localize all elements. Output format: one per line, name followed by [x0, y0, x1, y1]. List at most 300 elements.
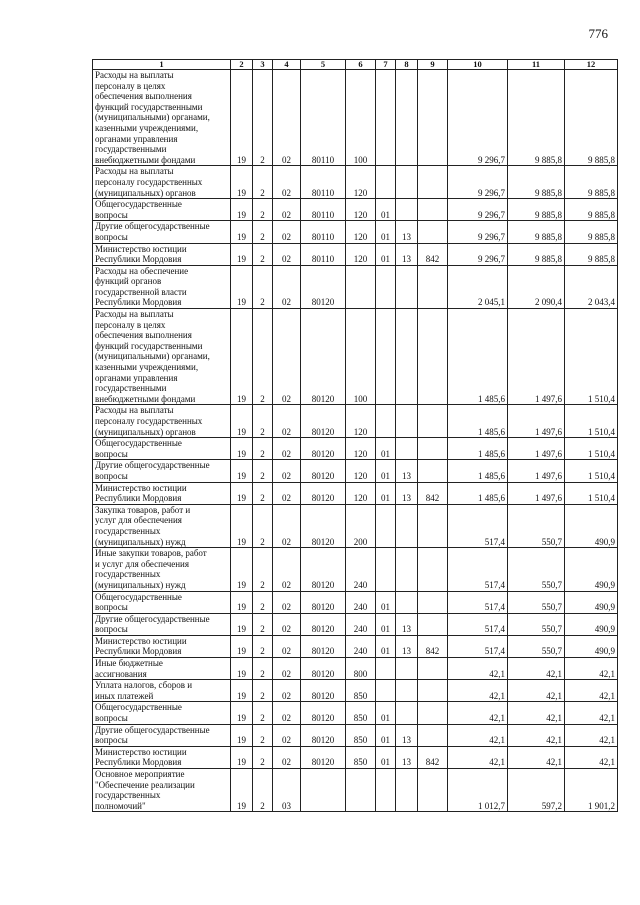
description-line: внебюджетными фондами	[95, 154, 196, 165]
cell-col-10: 42,1	[448, 702, 508, 724]
cell-col-2: 19	[231, 199, 253, 221]
cell-col-7: 01	[376, 635, 396, 657]
cell-col-7: 01	[376, 482, 396, 504]
description-line: вопросы	[95, 602, 128, 613]
row-description	[93, 243, 231, 265]
description-line: (муниципальных) нужд	[95, 536, 186, 547]
description-line: Министерство юстиции	[95, 635, 187, 646]
cell-col-10: 42,1	[448, 658, 508, 680]
row-description	[93, 613, 231, 635]
row-description	[93, 635, 231, 657]
column-header: 8	[396, 60, 418, 70]
table-row	[93, 482, 618, 504]
table-row	[93, 591, 618, 613]
cell-col-4: 02	[273, 438, 301, 460]
row-description	[93, 658, 231, 680]
cell-col-10: 42,1	[448, 746, 508, 768]
cell-col-12: 1 510,4	[565, 438, 618, 460]
cell-col-11: 2 090,4	[508, 265, 565, 308]
cell-col-2: 19	[231, 658, 253, 680]
cell-col-8	[396, 70, 418, 166]
cell-col-8: 13	[396, 724, 418, 746]
cell-col-11: 550,7	[508, 504, 565, 547]
cell-col-9	[418, 199, 448, 221]
cell-col-12: 490,9	[565, 591, 618, 613]
column-header: 7	[376, 60, 396, 70]
column-header: 5	[301, 60, 346, 70]
cell-col-5: 80120	[301, 680, 346, 702]
cell-col-6	[346, 265, 376, 308]
table-row	[93, 680, 618, 702]
description-line: Расходы на выплаты	[95, 405, 174, 416]
cell-col-10: 9 296,7	[448, 166, 508, 199]
description-line: Министерство юстиции	[95, 746, 187, 757]
cell-col-9	[418, 438, 448, 460]
cell-col-5: 80110	[301, 221, 346, 243]
cell-col-12: 42,1	[565, 680, 618, 702]
table-row	[93, 548, 618, 591]
cell-col-3: 2	[253, 724, 273, 746]
column-header: 4	[273, 60, 301, 70]
cell-col-3: 2	[253, 504, 273, 547]
cell-col-5: 80120	[301, 405, 346, 438]
cell-col-12: 42,1	[565, 658, 618, 680]
cell-col-4: 02	[273, 504, 301, 547]
cell-col-10: 517,4	[448, 635, 508, 657]
cell-col-2: 19	[231, 724, 253, 746]
cell-col-8	[396, 591, 418, 613]
cell-col-5: 80120	[301, 438, 346, 460]
description-line: "Обеспечение реализации	[95, 779, 195, 790]
cell-col-9	[418, 769, 448, 812]
cell-col-5: 80120	[301, 658, 346, 680]
cell-col-11: 42,1	[508, 680, 565, 702]
cell-col-10: 9 296,7	[448, 221, 508, 243]
description-line: вопросы	[95, 470, 128, 481]
row-description	[93, 405, 231, 438]
cell-col-6: 850	[346, 702, 376, 724]
description-line: (муниципальных) органов	[95, 426, 196, 437]
cell-col-8: 13	[396, 746, 418, 768]
cell-col-7	[376, 405, 396, 438]
cell-col-3: 2	[253, 635, 273, 657]
description-line: государственных	[95, 569, 161, 580]
description-line: и услуг для обеспечения	[95, 558, 190, 569]
cell-col-8	[396, 265, 418, 308]
row-description	[93, 702, 231, 724]
cell-col-7	[376, 769, 396, 812]
cell-col-10: 517,4	[448, 504, 508, 547]
cell-col-9	[418, 724, 448, 746]
cell-col-3: 2	[253, 769, 273, 812]
description-line: персоналу в целях	[95, 80, 166, 91]
cell-col-5	[301, 769, 346, 812]
cell-col-6: 850	[346, 680, 376, 702]
row-description	[93, 438, 231, 460]
table-row	[93, 405, 618, 438]
description-line: Уплата налогов, сборов и	[95, 680, 193, 691]
table-row	[93, 438, 618, 460]
table-row	[93, 265, 618, 308]
table-row	[93, 243, 618, 265]
cell-col-5: 80120	[301, 746, 346, 768]
cell-col-12: 9 885,8	[565, 221, 618, 243]
cell-col-12: 490,9	[565, 613, 618, 635]
cell-col-5: 80120	[301, 460, 346, 482]
cell-col-3: 2	[253, 591, 273, 613]
cell-col-5: 80120	[301, 482, 346, 504]
table-body	[93, 70, 618, 812]
cell-col-3: 2	[253, 746, 273, 768]
page-number: 776	[588, 26, 608, 41]
cell-col-3: 2	[253, 702, 273, 724]
cell-col-4: 02	[273, 460, 301, 482]
cell-col-4: 02	[273, 724, 301, 746]
column-header: 3	[253, 60, 273, 70]
cell-col-3: 2	[253, 309, 273, 405]
budget-table	[92, 59, 618, 812]
description-line: вопросы	[95, 713, 128, 724]
description-line: вопросы	[95, 231, 128, 242]
row-description	[93, 460, 231, 482]
cell-col-10: 517,4	[448, 548, 508, 591]
cell-col-8	[396, 438, 418, 460]
cell-col-4: 02	[273, 702, 301, 724]
column-header: 6	[346, 60, 376, 70]
cell-col-9: 842	[418, 746, 448, 768]
table-row	[93, 221, 618, 243]
cell-col-3: 2	[253, 460, 273, 482]
cell-col-3: 2	[253, 243, 273, 265]
cell-col-12: 1 510,4	[565, 405, 618, 438]
cell-col-10: 42,1	[448, 680, 508, 702]
description-line: (муниципальных) нужд	[95, 579, 186, 590]
cell-col-7	[376, 548, 396, 591]
cell-col-5: 80120	[301, 309, 346, 405]
description-line: Общегосударственные	[95, 591, 182, 602]
cell-col-2: 19	[231, 635, 253, 657]
description-line: государственной власти	[95, 286, 187, 297]
description-line: функций органов	[95, 276, 162, 287]
cell-col-11: 42,1	[508, 724, 565, 746]
cell-col-8	[396, 504, 418, 547]
description-line: государственных	[95, 525, 161, 536]
cell-col-2: 19	[231, 309, 253, 405]
cell-col-8	[396, 166, 418, 199]
description-line: Другие общегосударственные	[95, 613, 210, 624]
cell-col-6: 120	[346, 199, 376, 221]
table-row	[93, 460, 618, 482]
cell-col-4: 02	[273, 635, 301, 657]
cell-col-5: 80120	[301, 702, 346, 724]
description-line: Основное мероприятие	[95, 769, 185, 779]
row-description	[93, 265, 231, 308]
cell-col-5: 80110	[301, 166, 346, 199]
cell-col-6: 850	[346, 746, 376, 768]
row-description	[93, 769, 231, 812]
cell-col-4: 02	[273, 548, 301, 591]
description-line: Расходы на выплаты	[95, 70, 174, 80]
cell-col-4: 02	[273, 405, 301, 438]
cell-col-2: 19	[231, 405, 253, 438]
cell-col-3: 2	[253, 680, 273, 702]
cell-col-11: 9 885,8	[508, 199, 565, 221]
cell-col-2: 19	[231, 548, 253, 591]
cell-col-11: 1 497,6	[508, 405, 565, 438]
cell-col-9: 842	[418, 243, 448, 265]
cell-col-3: 2	[253, 70, 273, 166]
description-line: обеспечения выполнения	[95, 91, 192, 102]
cell-col-12: 1 510,4	[565, 482, 618, 504]
cell-col-11: 550,7	[508, 591, 565, 613]
description-line: Другие общегосударственные	[95, 460, 210, 471]
cell-col-11: 42,1	[508, 658, 565, 680]
column-header: 11	[508, 60, 565, 70]
cell-col-4: 02	[273, 221, 301, 243]
cell-col-8: 13	[396, 221, 418, 243]
cell-col-5: 80120	[301, 613, 346, 635]
cell-col-12: 490,9	[565, 548, 618, 591]
description-line: Республики Мордовия	[95, 254, 182, 265]
table-row	[93, 613, 618, 635]
cell-col-2: 19	[231, 746, 253, 768]
description-line: Другие общегосударственные	[95, 221, 210, 232]
cell-col-5: 80110	[301, 70, 346, 166]
table-row	[93, 199, 618, 221]
cell-col-12: 490,9	[565, 635, 618, 657]
cell-col-7: 01	[376, 702, 396, 724]
description-line: услуг для обеспечения	[95, 515, 182, 526]
cell-col-9	[418, 548, 448, 591]
cell-col-8	[396, 702, 418, 724]
cell-col-2: 19	[231, 504, 253, 547]
cell-col-2: 19	[231, 482, 253, 504]
cell-col-2: 19	[231, 769, 253, 812]
row-description	[93, 680, 231, 702]
cell-col-8: 13	[396, 635, 418, 657]
description-line: вопросы	[95, 448, 128, 459]
description-line: органами управления	[95, 133, 178, 144]
cell-col-12: 1 510,4	[565, 460, 618, 482]
cell-col-2: 19	[231, 680, 253, 702]
table-row	[93, 746, 618, 768]
description-line: Общегосударственные	[95, 702, 182, 713]
cell-col-7: 01	[376, 746, 396, 768]
table-row	[93, 635, 618, 657]
cell-col-7: 01	[376, 591, 396, 613]
cell-col-2: 19	[231, 591, 253, 613]
cell-col-9	[418, 221, 448, 243]
cell-col-11: 9 885,8	[508, 243, 565, 265]
description-line: Республики Мордовия	[95, 297, 182, 308]
cell-col-5: 80120	[301, 635, 346, 657]
cell-col-10: 517,4	[448, 591, 508, 613]
description-line: Расходы на выплаты	[95, 309, 174, 320]
cell-col-10: 2 045,1	[448, 265, 508, 308]
cell-col-8	[396, 309, 418, 405]
cell-col-9: 842	[418, 482, 448, 504]
cell-col-12: 42,1	[565, 746, 618, 768]
cell-col-8	[396, 658, 418, 680]
cell-col-9: 842	[418, 635, 448, 657]
cell-col-10: 1 012,7	[448, 769, 508, 812]
cell-col-11: 9 885,8	[508, 70, 565, 166]
cell-col-10: 9 296,7	[448, 243, 508, 265]
cell-col-3: 2	[253, 613, 273, 635]
description-line: вопросы	[95, 735, 128, 746]
cell-col-9	[418, 70, 448, 166]
description-line: Республики Мордовия	[95, 757, 182, 768]
row-description	[93, 199, 231, 221]
cell-col-7	[376, 658, 396, 680]
cell-col-10: 9 296,7	[448, 70, 508, 166]
cell-col-5: 80120	[301, 265, 346, 308]
description-line: казенными учреждениями,	[95, 362, 199, 373]
cell-col-11: 550,7	[508, 613, 565, 635]
row-description	[93, 309, 231, 405]
description-line: персоналу государственных	[95, 416, 203, 426]
row-description	[93, 482, 231, 504]
cell-col-4: 02	[273, 199, 301, 221]
cell-col-6: 120	[346, 405, 376, 438]
cell-col-8: 13	[396, 482, 418, 504]
cell-col-3: 2	[253, 548, 273, 591]
description-line: государственными	[95, 383, 167, 394]
cell-col-6: 850	[346, 724, 376, 746]
cell-col-11: 550,7	[508, 548, 565, 591]
description-line: вопросы	[95, 624, 128, 635]
description-line: органами управления	[95, 372, 178, 383]
cell-col-6: 120	[346, 460, 376, 482]
cell-col-6: 800	[346, 658, 376, 680]
cell-col-6: 120	[346, 243, 376, 265]
cell-col-2: 19	[231, 265, 253, 308]
cell-col-3: 2	[253, 199, 273, 221]
cell-col-3: 2	[253, 482, 273, 504]
cell-col-10: 1 485,6	[448, 405, 508, 438]
cell-col-2: 19	[231, 460, 253, 482]
row-description	[93, 504, 231, 547]
cell-col-5: 80110	[301, 199, 346, 221]
description-line: функций государственными	[95, 101, 203, 112]
cell-col-12: 9 885,8	[565, 70, 618, 166]
table-row	[93, 504, 618, 547]
cell-col-6: 100	[346, 70, 376, 166]
cell-col-7: 01	[376, 243, 396, 265]
cell-col-2: 19	[231, 438, 253, 460]
cell-col-9	[418, 460, 448, 482]
cell-col-9	[418, 591, 448, 613]
cell-col-12: 42,1	[565, 724, 618, 746]
description-line: Расходы на выплаты	[95, 166, 174, 177]
description-line: Иные бюджетные	[95, 658, 163, 669]
cell-col-6	[346, 769, 376, 812]
cell-col-6: 240	[346, 613, 376, 635]
cell-col-9	[418, 504, 448, 547]
cell-col-6: 100	[346, 309, 376, 405]
cell-col-8	[396, 769, 418, 812]
cell-col-6: 240	[346, 591, 376, 613]
cell-col-7	[376, 265, 396, 308]
description-line: (муниципальных) органов	[95, 187, 196, 198]
column-header: 9	[418, 60, 448, 70]
description-line: государственными	[95, 144, 167, 155]
description-line: Общегосударственные	[95, 199, 182, 210]
cell-col-2: 19	[231, 613, 253, 635]
cell-col-2: 19	[231, 221, 253, 243]
cell-col-12: 1 510,4	[565, 309, 618, 405]
description-line: вопросы	[95, 209, 128, 220]
column-header: 1	[93, 60, 231, 70]
cell-col-9	[418, 658, 448, 680]
cell-col-9	[418, 265, 448, 308]
table-row	[93, 769, 618, 812]
cell-col-11: 1 497,6	[508, 460, 565, 482]
cell-col-5: 80120	[301, 504, 346, 547]
description-line: Общегосударственные	[95, 438, 182, 449]
description-line: (муниципальными) органами,	[95, 351, 210, 362]
row-description	[93, 746, 231, 768]
cell-col-2: 19	[231, 243, 253, 265]
cell-col-4: 02	[273, 613, 301, 635]
cell-col-4: 02	[273, 243, 301, 265]
cell-col-9	[418, 405, 448, 438]
cell-col-7	[376, 680, 396, 702]
cell-col-11: 550,7	[508, 635, 565, 657]
cell-col-2: 19	[231, 70, 253, 166]
description-line: персоналу государственных	[95, 176, 203, 187]
cell-col-8	[396, 680, 418, 702]
description-line: Закупка товаров, работ и	[95, 504, 191, 515]
column-header: 2	[231, 60, 253, 70]
cell-col-6: 120	[346, 166, 376, 199]
cell-col-10: 1 485,6	[448, 460, 508, 482]
cell-col-7	[376, 504, 396, 547]
cell-col-7: 01	[376, 460, 396, 482]
description-line: Министерство юстиции	[95, 243, 187, 254]
cell-col-11: 597,2	[508, 769, 565, 812]
description-line: Республики Мордовия	[95, 646, 182, 657]
cell-col-5: 80120	[301, 724, 346, 746]
cell-col-9	[418, 613, 448, 635]
row-description	[93, 591, 231, 613]
cell-col-7: 01	[376, 613, 396, 635]
table-row	[93, 658, 618, 680]
cell-col-6: 200	[346, 504, 376, 547]
cell-col-4: 02	[273, 591, 301, 613]
row-description	[93, 221, 231, 243]
cell-col-7: 01	[376, 221, 396, 243]
description-line: государственных	[95, 790, 161, 801]
cell-col-10: 1 485,6	[448, 309, 508, 405]
cell-col-12: 42,1	[565, 702, 618, 724]
cell-col-2: 19	[231, 702, 253, 724]
cell-col-6: 120	[346, 221, 376, 243]
cell-col-8: 13	[396, 243, 418, 265]
cell-col-4: 03	[273, 769, 301, 812]
cell-col-4: 02	[273, 482, 301, 504]
cell-col-5: 80120	[301, 548, 346, 591]
cell-col-4: 02	[273, 680, 301, 702]
cell-col-11: 1 497,6	[508, 438, 565, 460]
description-line: Республики Мордовия	[95, 493, 182, 504]
cell-col-4: 02	[273, 70, 301, 166]
cell-col-12: 2 043,4	[565, 265, 618, 308]
cell-col-3: 2	[253, 221, 273, 243]
description-line: Другие общегосударственные	[95, 724, 210, 735]
cell-col-7: 01	[376, 438, 396, 460]
cell-col-9	[418, 309, 448, 405]
